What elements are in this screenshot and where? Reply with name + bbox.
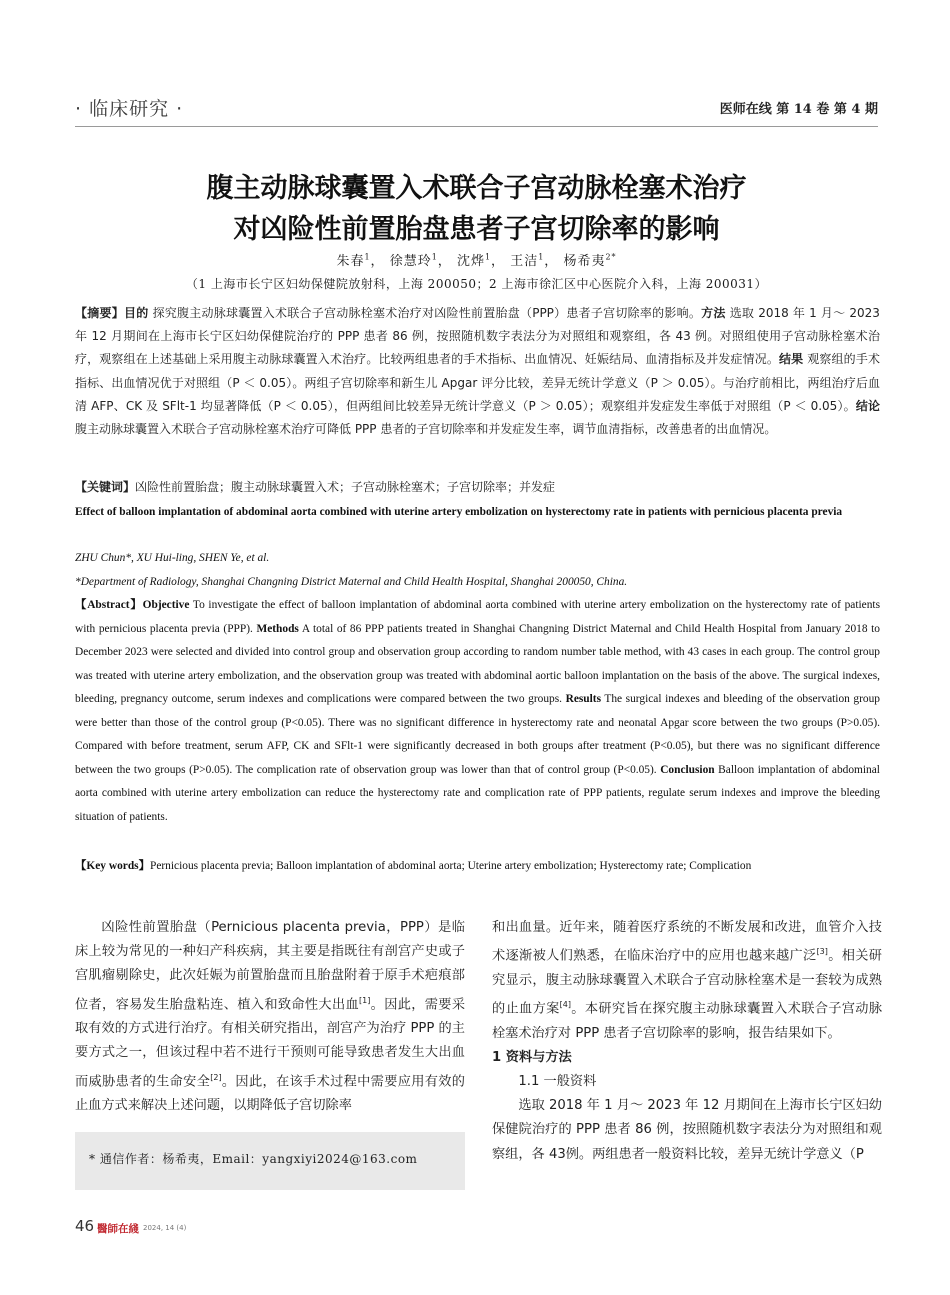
- affiliation: （1 上海市长宁区妇幼保健院放射科，上海 200050；2 上海市徐汇区中心医院介入科，上海 200031）: [185, 277, 768, 291]
- body-paragraph: 和出血量。近年来，随着医疗系统的不断发展和改进，血管介入技术逐渐被人们熟悉，在临床治疗中的应用也越来越广泛[3]。相关研究显示，腹主动脉球囊置入术联合子宫动脉栓塞术是一套较为成熟的止血方案[4]。本研究旨在探究腹主动脉球囊置入术联合子宫动脉栓塞术治疗对 PPP 患者子宫切除率的影响，报告结果如下。: [492, 920, 883, 1041]
- body-paragraph: 选取 2018 年 1 月～ 2023 年 12 月期间在上海市长宁区妇幼保健院治疗的 PPP 患者 86 例，按照随机数字表法分为对照组和观察组，各 43例。两组患者一般资料比较，差异无统计学意义（P: [492, 1098, 882, 1162]
- citation: [4]: [559, 1000, 571, 1009]
- english-title: Effect of balloon implantation of abdominal aorta combined with uterine artery embolization on hysterectomy rate in patients with pernicious placenta previa: [75, 506, 843, 518]
- article-title-line2: 对凶险性前置胎盘患者子宫切除率的影响: [233, 214, 720, 245]
- section-label: · 临床研究 ·: [75, 98, 184, 120]
- citation: [2]: [210, 1072, 222, 1082]
- footer-issue: 2024, 14 (4): [143, 1224, 187, 1232]
- abstract-en: 【Abstract】Objective To investigate the effect of balloon implantation of abdominal aorta combined with uterine artery embolization on the hysterectomy rate of patients with pernicious placenta previa (PPP). Methods A total of 86 PPP patients treated in Shanghai Changning District Maternal and Child Health Hospital from January 2018 to December 2023 were selected and divided into control group and observation group according to random number table method, with 43 cases in each group. The control group was treated with uterine artery embolization, and the observation group was treated with abdominal aortic balloon implantation on the basis of the above. The surgical indexes, bleeding, pregnancy outcome, serum indexes and complications were compared between the two groups. Results The surgical indexes and bleeding of the observation group were better than those of the control group (P<0.05). There was no significant difference in hysterectomy rate and neonatal Apgar score between the two groups (P>0.05). Compared with before treatment, serum AFP, CK and SFlt-1 were significantly decreased in both groups after treatment (P<0.05), but there was no significant difference between the two groups (P>0.05). The complication rate of observation group was lower than that of control group (P<0.05). Conclusion Balloon implantation of abdominal aorta combined with uterine artery embolization can reduce the hysterectomy rate and complication rate of PPP patients, regulate serum indexes and improve the bleeding situation of patients.: [75, 599, 881, 823]
- subsection-heading: 1.1 一般资料: [518, 1074, 597, 1089]
- corresponding-author-note: * 通信作者：杨希夷，Email：yangxiyi2024@163.com: [75, 1132, 465, 1190]
- body-column-left: [75, 916, 465, 1118]
- header-divider: [75, 126, 878, 127]
- keywords-zh: 【关键词】凶险性前置胎盘；腹主动脉球囊置入术；子宫动脉栓塞术；子宫切除率；并发症: [75, 480, 556, 494]
- author: 杨希夷: [563, 254, 606, 269]
- author-list: 朱春$^1$， 徐慧玲$^1$， 沈烨$^1$， 王洁$^1$， 杨希夷$^{2*}$: [336, 252, 617, 269]
- author: 王洁: [510, 254, 539, 269]
- body-paragraph: 凶险性前置胎盘（Pernicious placenta previa，PPP）是临床上较为常见的一种妇产科疾病，其主要是指既往有剖宫产史或子宫肌瘤剔除史，此次妊娠为前置胎盘而且胎盘附着于原手术疤痕部位者，容易发生胎盘粘连、植入和致命性大出血[1]。因此，需要采取有效的方式进行治疗。有相关研究指出，剖宫产为治疗 PPP 的主要方式之一，但该过程中若不进行干预则可能导致患者发生大出血而威胁患者的生命安全[2]。因此，在该手术过程中需要应用有效的止血方式来解决上述问题，以期降低子宫切除率: [75, 920, 466, 1114]
- author: 沈烨: [456, 254, 485, 269]
- citation: [3]: [816, 947, 828, 957]
- journal-issue: 医师在线 第 14 卷 第 4 期: [719, 102, 878, 117]
- keywords-en: 【Key words】Pernicious placenta previa; Balloon implantation of abdominal aorta; Uterine artery embolization; Hysterectomy rate; Complication: [75, 860, 752, 872]
- page-number: 46: [75, 1217, 95, 1235]
- section-heading: 1 资料与方法: [492, 1049, 572, 1065]
- english-affiliation: *Department of Radiology, Shanghai Changning District Maternal and Child Health Hospital, Shanghai 200050, China.: [75, 576, 628, 588]
- author: 徐慧玲: [389, 254, 432, 269]
- body-column-right: [492, 916, 882, 1167]
- article-title-line1: 腹主动脉球囊置入术联合子宫动脉栓塞术治疗: [206, 173, 747, 204]
- citation: [1]: [359, 995, 371, 1005]
- english-authors: ZHU Chun*, XU Hui-ling, SHEN Ye, et al.: [75, 552, 270, 564]
- journal-logo: 醫師在綫: [97, 1223, 139, 1235]
- author: 朱春: [336, 254, 365, 269]
- abstract-zh: 【摘要】目的 探究腹主动脉球囊置入术联合子宫动脉栓塞术治疗对凶险性前置胎盘（PPP）患者子宫切除率的影响。方法 选取 2018 年 1 月～ 2023 年 12 月期间在上海市长宁区妇幼保健院治疗的 PPP 患者 86 例，按照随机数字表法分为对照组和观察组，各 43 例。对照组使用子宫动脉栓塞术治疗，观察组在上述基础上采用腹主动脉球囊置入术治疗。比较两组患者的手术指标、出血情况、妊娠结局、血清指标及并发症情况。结果 观察组的手术指标、出血情况优于对照组（P ＜ 0.05）。两组子宫切除率和新生儿 Apgar 评分比较，差异无统计学意义（P ＞ 0.05）。与治疗前相比，两组治疗后血清 AFP、CK 及 SFlt-1 均显著降低（P ＜ 0.05），但两组间比较差异无统计学意义（P ＞ 0.05）；观察组并发症发生率低于对照组（P ＜ 0.05）。结论 腹主动脉球囊置入术联合子宫动脉栓塞术治疗可降低 PPP 患者的子宫切除率和并发症发生率，调节血清指标，改善患者的出血情况。: [75, 306, 880, 437]
